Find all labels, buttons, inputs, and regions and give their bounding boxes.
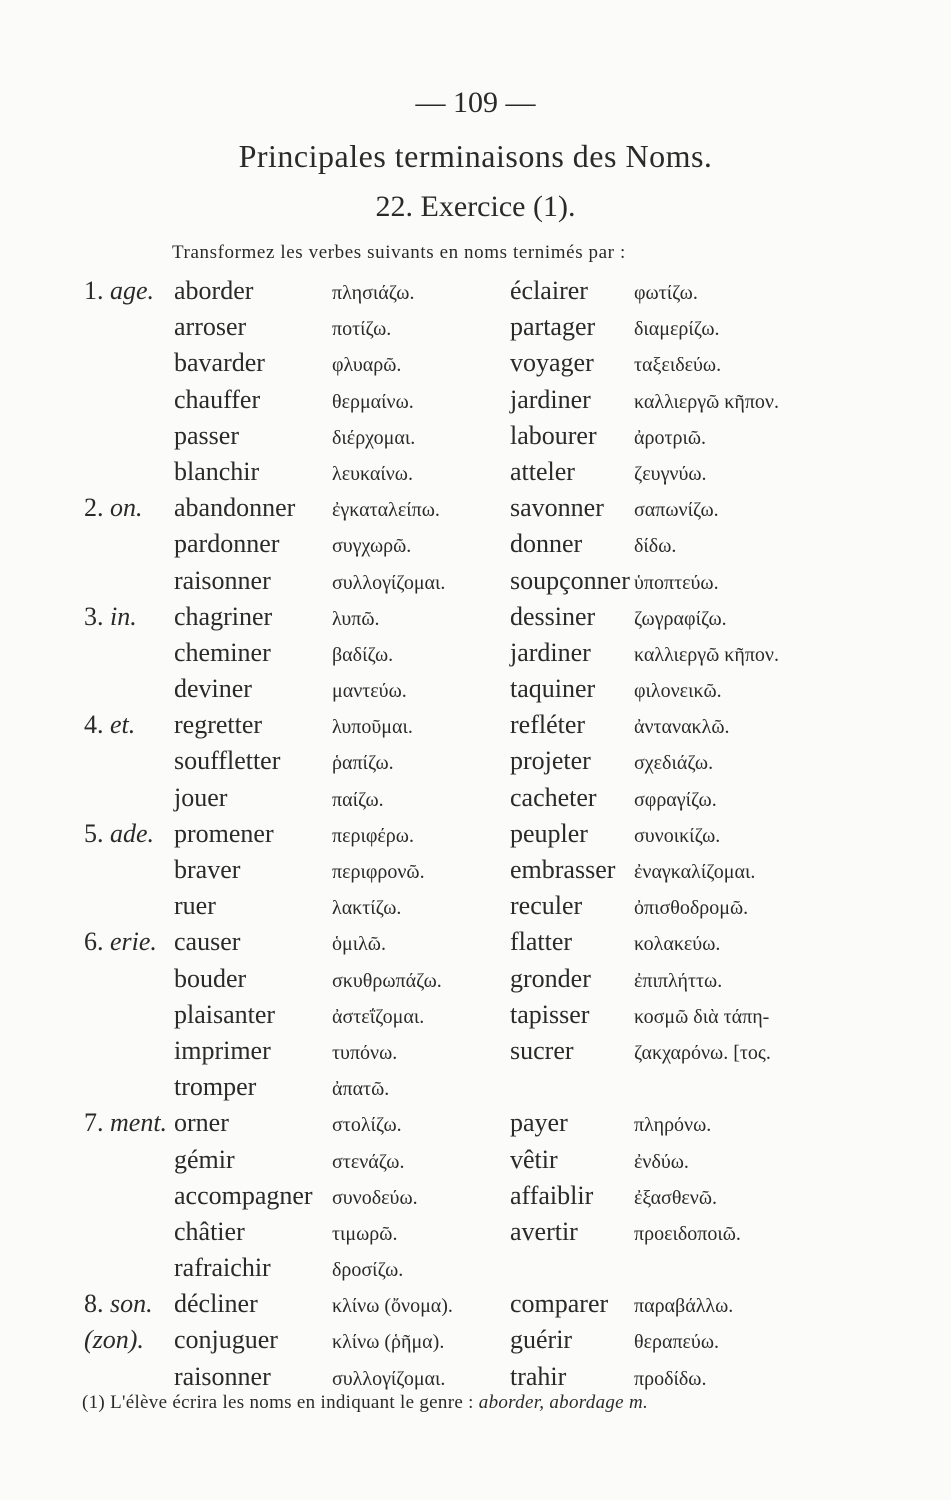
greek-verb: κοσμῶ διὰ τάπη- [634,1005,770,1028]
greek-verb: περιφέρω. [332,824,414,847]
table-row [0,927,951,963]
french-verb: blanchir [174,456,260,486]
table-row [0,457,951,493]
greek-verb: ἀστεΐζομαι. [332,1005,425,1028]
table-row [0,312,951,348]
ending-label [84,710,135,740]
greek-verb: παίζω. [332,788,384,811]
greek-verb: ποτίζω. [332,318,392,341]
greek-verb: μαντεύω. [332,680,407,703]
french-verb: atteler [510,456,575,486]
row-number: 1. [84,276,104,305]
french-verb: flatter [510,927,573,957]
french-verb: promener [174,818,274,848]
french-verb: regretter [174,710,263,740]
ending-suffix: et. [110,710,136,740]
greek-verb: ζακχαρόνω. [τος. [634,1041,771,1064]
row-number: 4. [84,710,104,740]
french-verb: jardiner [510,384,591,414]
greek-verb: φωτίζω. [634,282,698,304]
row-number: 3. [84,601,104,631]
ending-suffix: ment. [110,1108,168,1138]
ending-label [84,493,143,523]
french-verb: accompagner [174,1180,313,1210]
french-verb: aborder [174,276,254,305]
french-verb: braver [174,855,241,884]
ending-label [84,602,137,632]
table-row [0,1289,951,1325]
french-verb: vêtir [510,1144,558,1174]
table-row [0,1217,951,1253]
table-row [0,891,951,927]
table-row [0,1000,951,1036]
greek-verb: δίδω. [634,535,677,558]
french-verb: tapisser [510,999,590,1029]
greek-verb: τιμωρῶ. [332,1222,398,1245]
ending-label [84,276,154,306]
exercise-heading: 22. Exercice (1). [375,190,576,223]
french-verb: arroser [174,312,247,342]
table-row [0,493,951,529]
greek-verb: κολακεύω. [634,933,721,956]
greek-verb: λυπῶ. [332,607,380,630]
table-row [0,529,951,565]
greek-verb: ῥαπίζω. [332,752,394,775]
greek-verb: περιφρονῶ. [332,861,425,883]
greek-verb: ὀπισθοδρομῶ. [634,897,749,920]
french-verb: bavarder [174,348,265,378]
french-verb: refléter [510,710,586,740]
ending-label [84,1289,153,1319]
french-verb: passer [174,420,239,450]
greek-verb: ὁμιλῶ. [332,933,386,956]
french-verb: raisonner [174,565,271,595]
table-row [0,674,951,710]
greek-verb: ἀροτριῶ. [634,426,707,449]
ending-suffix: ade. [110,818,155,848]
table-row [0,1325,951,1361]
french-verb: abandonner [174,493,296,523]
greek-verb: φλυαρῶ. [332,354,402,377]
french-verb: reculer [510,891,583,921]
french-verb: plaisanter [174,999,276,1029]
french-verb: peupler [510,818,588,848]
greek-verb: καλλιεργῶ κῆπον. [634,643,779,666]
french-verb: conjuguer [174,1325,278,1355]
french-verb: affaiblir [510,1180,594,1210]
french-verb: soupçonner [510,565,630,595]
ending-label [84,1325,144,1355]
table-row [0,348,951,384]
french-verb: gémir [174,1144,235,1174]
footnote [82,1392,648,1414]
greek-verb: βαδίζω. [332,643,394,666]
french-verb: cacheter [510,782,597,812]
ending-suffix: age. [110,276,155,305]
table-row [0,1145,951,1181]
french-verb: pardonner [174,529,280,559]
french-verb: éclairer [510,276,588,305]
ending-suffix: son. [110,1289,153,1319]
ending-suffix: on. [110,493,143,523]
french-verb: dessiner [510,601,596,631]
greek-verb: τυπόνω. [332,1041,398,1064]
table-row [0,385,951,421]
table-row [0,602,951,638]
greek-verb: πληρόνω. [634,1114,712,1137]
greek-verb: συγχωρῶ. [332,535,412,558]
greek-verb: σκυθρωπάζω. [332,969,442,992]
greek-verb: συνοδεύω. [332,1186,418,1209]
instruction-text: Transformez les verbes suivants en noms ternimés par : [172,242,626,263]
greek-verb: ὑποπτεύω. [634,571,719,594]
greek-verb: θερμαίνω. [332,390,414,413]
french-verb: comparer [510,1289,609,1319]
footnote-example: aborder, abordage m. [478,1392,649,1413]
french-verb: donner [510,529,583,559]
greek-verb: δροσίζω. [332,1259,404,1282]
french-verb: imprimer [174,1035,271,1065]
ending-suffix: in. [110,601,137,631]
french-verb: raisonner [174,1361,271,1391]
page-number: — 109 — [415,86,536,119]
table-row [0,746,951,782]
greek-verb: προειδοποιῶ. [634,1222,741,1245]
greek-verb: διέρχομαι. [332,426,416,449]
greek-verb: διαμερίζω. [634,318,720,341]
french-verb: causer [174,927,241,957]
french-verb: taquiner [510,674,596,704]
table-row [0,638,951,674]
greek-verb: καλλιεργῶ κῆπον. [634,390,779,413]
greek-verb: παραβάλλω. [634,1295,734,1318]
greek-verb: ἐναγκαλίζομαι. [634,861,756,883]
greek-verb: στολίζω. [332,1114,402,1137]
table-row [0,1253,951,1289]
greek-verb: πλησιάζω. [332,282,415,304]
french-verb: décliner [174,1289,258,1319]
french-verb: projeter [510,746,591,776]
french-verb: savonner [510,493,604,523]
footnote-text: (1) L'élève écrira les noms en indiquant le genre : [82,1392,479,1413]
row-number: 7. [84,1108,104,1138]
table-row [0,1181,951,1217]
french-verb: sucrer [510,1035,574,1065]
french-verb: labourer [510,420,597,450]
ending-label [84,819,154,849]
greek-verb: ἐνδύω. [634,1150,689,1173]
greek-verb: ζευγνύω. [634,462,707,485]
french-verb: voyager [510,348,594,378]
french-verb: gronder [510,963,591,993]
greek-verb: συλλογίζομαι. [332,571,446,594]
ending-suffix: (zon). [84,1325,144,1355]
greek-verb: ἐπιπλήττω. [634,969,723,992]
greek-verb: ἐξασθενῶ. [634,1186,718,1209]
french-verb: tromper [174,1072,257,1102]
greek-verb: ἀντανακλῶ. [634,716,730,739]
greek-verb: σχεδιάζω. [634,752,714,775]
greek-verb: στενάζω. [332,1150,405,1173]
french-verb: bouder [174,963,247,993]
french-verb: jardiner [510,637,591,667]
french-verb: trahir [510,1361,567,1391]
greek-verb: λακτίζω. [332,897,402,920]
table-row [0,964,951,1000]
greek-verb: σφραγίζω. [634,788,717,811]
greek-verb: ταξειδεύω. [634,354,722,377]
french-verb: guérir [510,1325,573,1355]
greek-verb: προδίδω. [634,1367,707,1390]
greek-verb: θεραπεύω. [634,1331,719,1354]
french-verb: orner [174,1108,229,1138]
greek-verb: ἐγκαταλείπω. [332,499,440,522]
greek-verb: ζωγραφίζω. [634,607,727,630]
ending-label [84,927,157,957]
greek-verb: συνοικίζω. [634,824,721,847]
french-verb: avertir [510,1216,578,1246]
table-row [0,276,951,312]
ending-suffix: erie. [110,927,157,957]
french-verb: deviner [174,674,252,704]
row-number: 5. [84,818,104,848]
french-verb: embrasser [510,855,616,884]
row-number: 2. [84,493,104,523]
french-verb: ruer [174,891,216,921]
greek-verb: κλίνω (ῥῆμα). [332,1331,445,1354]
table-row [0,819,951,855]
french-verb: châtier [174,1216,245,1246]
row-number: 8. [84,1289,104,1319]
table-row [0,783,951,819]
table-row [0,1108,951,1144]
french-verb: chauffer [174,384,261,414]
ending-label [84,1108,167,1138]
greek-verb: σαπωνίζω. [634,499,719,522]
table-row [0,1072,951,1108]
vocabulary-table [0,276,951,1398]
greek-verb: ἀπατῶ. [332,1078,390,1101]
french-verb: jouer [174,782,228,812]
greek-verb: συλλογίζομαι. [332,1367,446,1390]
greek-verb: λυποῦμαι. [332,716,413,739]
page-title: Principales terminaisons des Noms. [238,138,713,174]
table-row [0,1036,951,1072]
french-verb: cheminer [174,637,271,667]
greek-verb: φιλονεικῶ. [634,680,722,703]
table-row [0,421,951,457]
greek-verb: κλίνω (ὄνομα). [332,1295,453,1318]
greek-verb: λευκαίνω. [332,462,413,485]
table-row [0,855,951,891]
french-verb: partager [510,312,596,342]
french-verb: rafraichir [174,1253,271,1283]
french-verb: payer [510,1108,568,1138]
row-number: 6. [84,927,104,957]
french-verb: chagriner [174,601,273,631]
french-verb: souffletter [174,746,281,776]
table-row [0,710,951,746]
table-row [0,566,951,602]
